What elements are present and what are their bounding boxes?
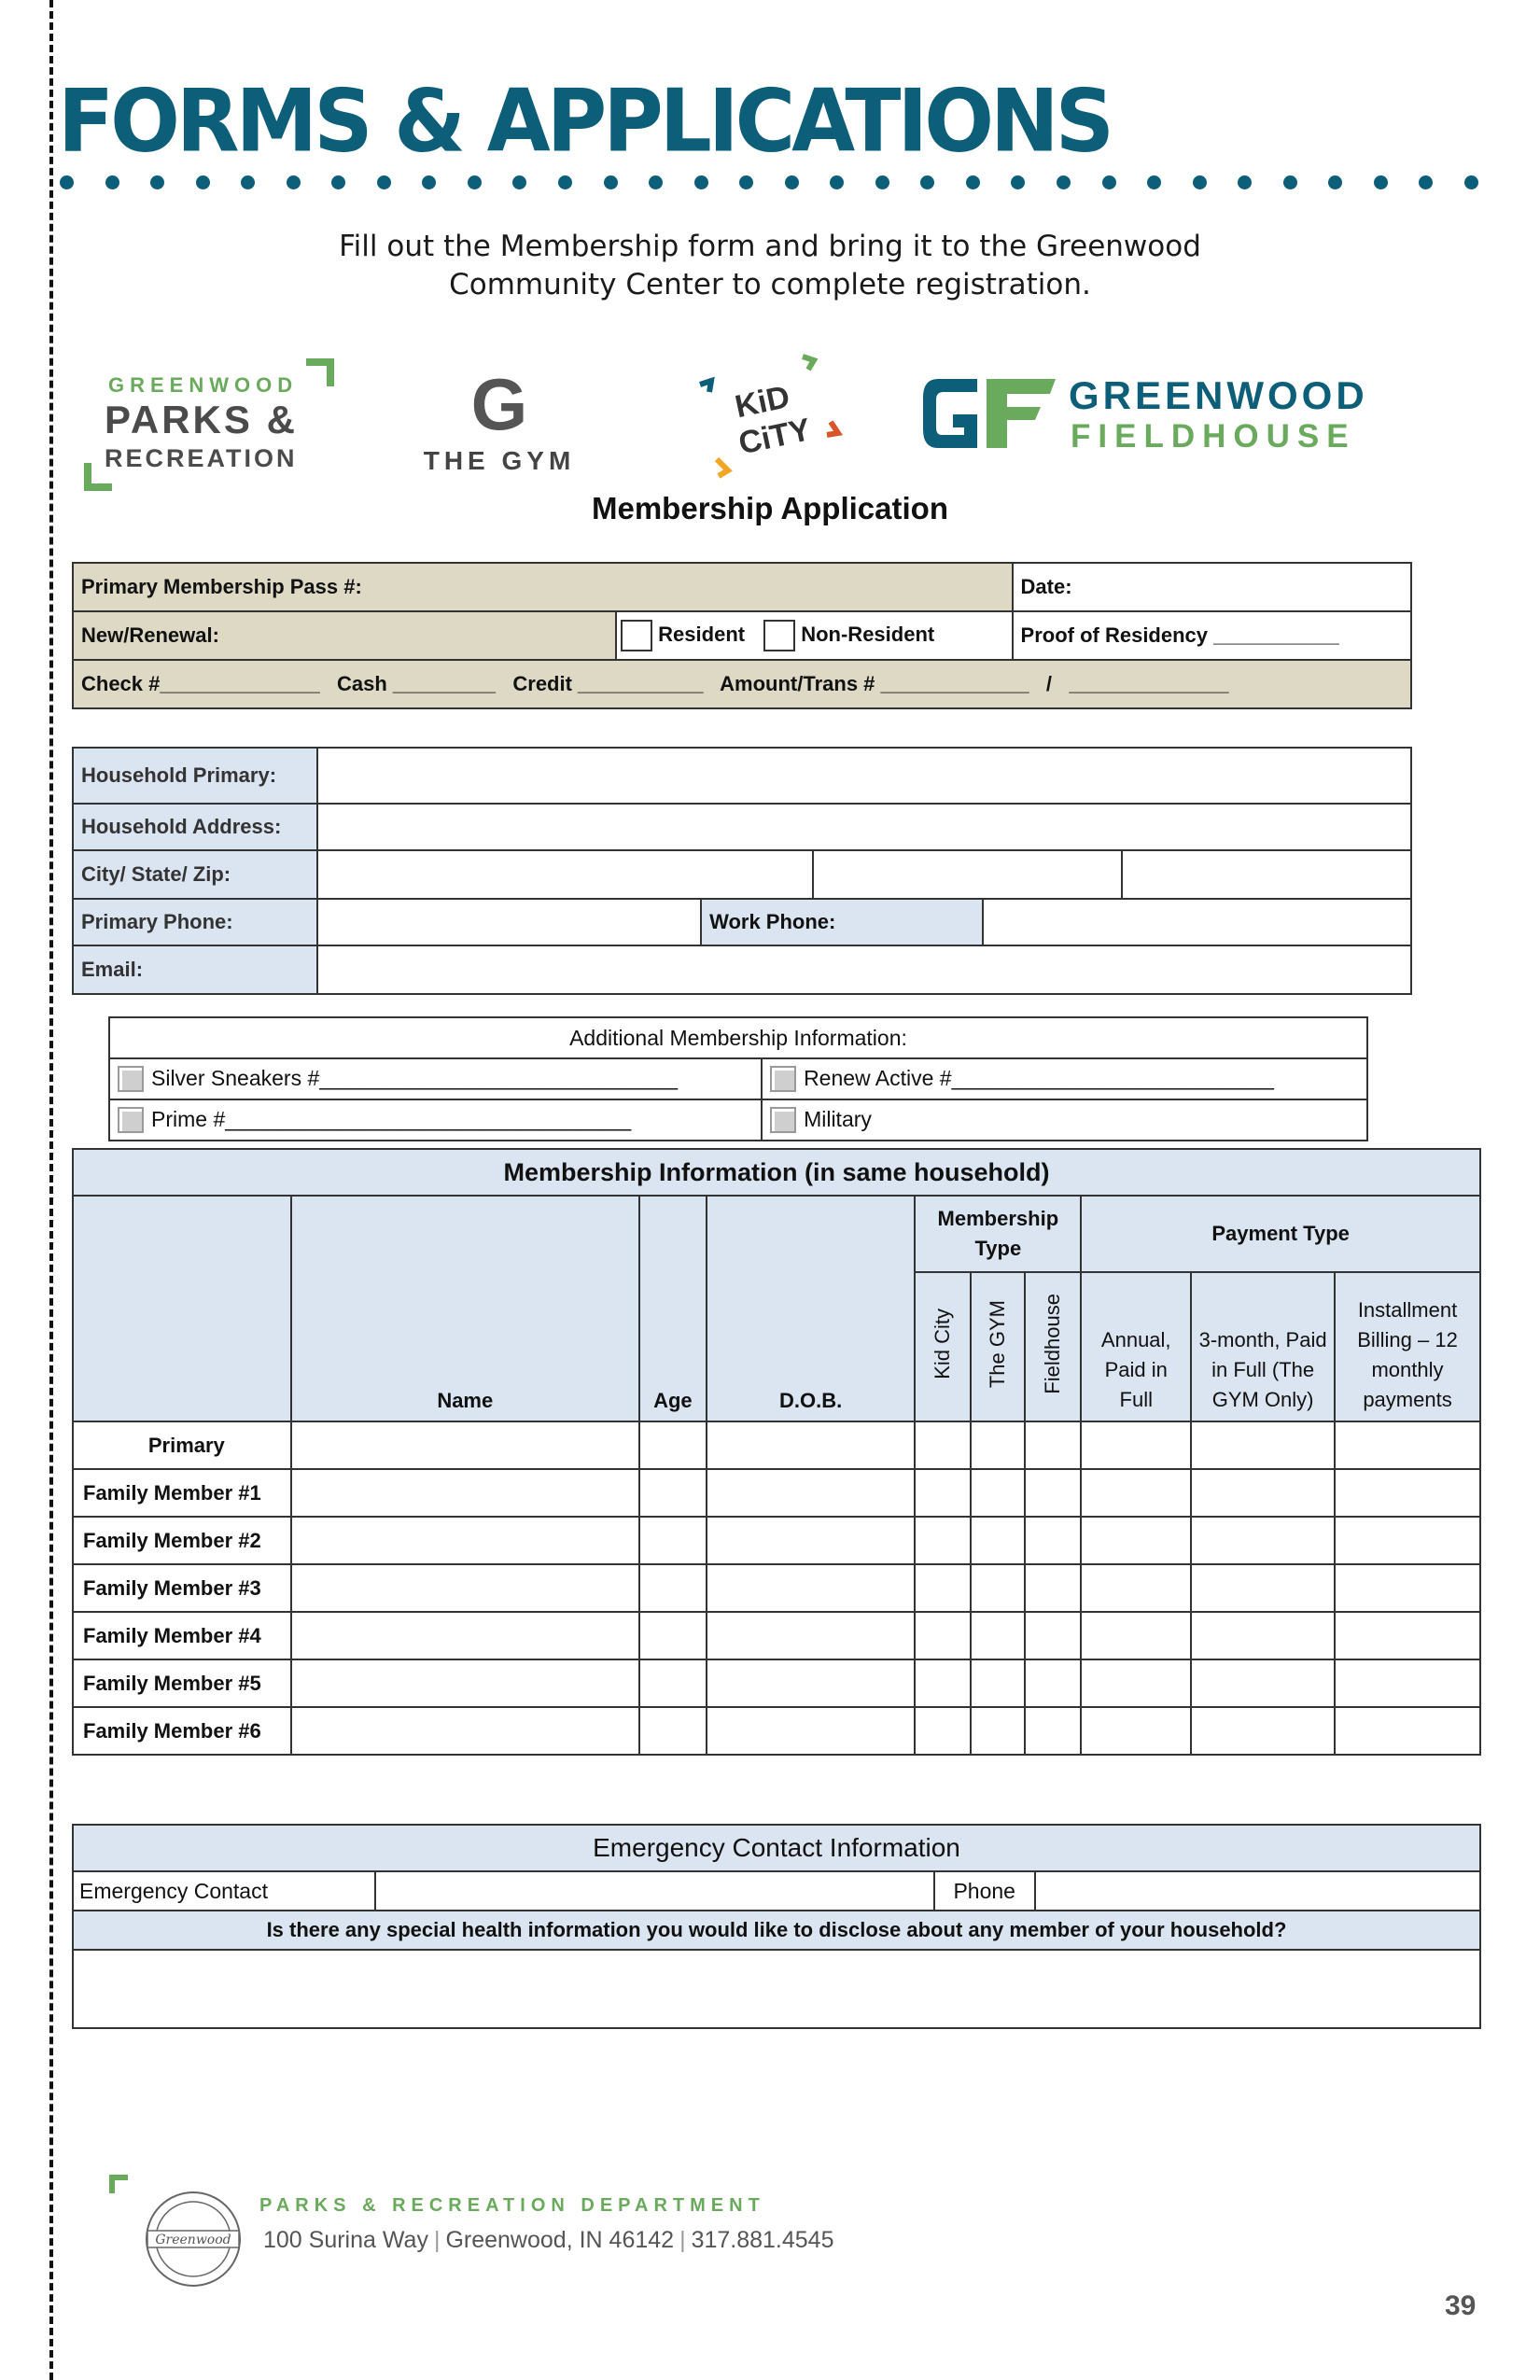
pass-section: Primary Membership Pass #: Date: New/Renewal: Resident Non-Resident Proof of Residency ___________ Check #______________ Cash _________ Credit ___________ Amount/Trans # _____________ / ______________ <box>72 562 1412 709</box>
renew-active-checkbox[interactable] <box>770 1066 796 1092</box>
table-row <box>73 1659 1480 1707</box>
table-row <box>73 1612 1480 1659</box>
table-cell-input[interactable] <box>291 1564 639 1612</box>
table-cell-input[interactable] <box>707 1517 916 1564</box>
date-field[interactable]: Date: <box>1013 563 1411 611</box>
col-payment-type: Payment Type <box>1081 1196 1480 1272</box>
table-cell-input[interactable] <box>291 1469 639 1517</box>
table-cell-input[interactable] <box>291 1612 639 1659</box>
household-address-input[interactable] <box>317 804 1411 850</box>
health-info-input[interactable] <box>73 1950 1480 2028</box>
prime-checkbox[interactable] <box>118 1107 144 1133</box>
table-cell-input[interactable] <box>1191 1707 1335 1755</box>
kid-city-logo <box>691 347 849 487</box>
emergency-title: Emergency Contact Information <box>73 1825 1480 1871</box>
row-label: Family Member #2 <box>73 1517 291 1564</box>
additional-info-section: Additional Membership Information: Silver Sneakers #______________________________ Renew Active #___________________________ Prime #__________________________________ Military <box>108 1016 1368 1141</box>
table-cell-input[interactable] <box>1081 1421 1191 1469</box>
table-cell-input[interactable] <box>1025 1659 1081 1707</box>
table-cell-input[interactable] <box>971 1421 1025 1469</box>
svg-text:Greenwood: Greenwood <box>155 2233 231 2247</box>
col-name: Name <box>291 1196 639 1421</box>
table-cell-input[interactable] <box>915 1564 971 1612</box>
col-membership-type: Membership Type <box>915 1196 1081 1272</box>
table-cell-input[interactable] <box>1025 1421 1081 1469</box>
table-row <box>73 1517 1480 1564</box>
row-label: Family Member #1 <box>73 1469 291 1517</box>
table-cell-input[interactable] <box>1191 1612 1335 1659</box>
table-cell-input[interactable] <box>291 1707 639 1755</box>
parks-recreation-logo: GREENWOOD PARKS & RECREATION <box>82 355 334 495</box>
table-cell-input[interactable] <box>915 1707 971 1755</box>
kid-text: KiD <box>732 378 793 426</box>
gf-mark-icon <box>919 371 1059 455</box>
dotted-divider <box>60 175 1478 190</box>
table-cell-input[interactable] <box>639 1612 707 1659</box>
table-cell-input[interactable] <box>707 1421 916 1469</box>
row-label: Family Member #4 <box>73 1612 291 1659</box>
table-cell-input[interactable] <box>707 1564 916 1612</box>
greenwood-fieldhouse-logo: GREENWOOD FIELDHOUSE <box>919 371 1386 465</box>
emergency-section: Emergency Contact Information Emergency Contact Phone Is there any special health information you would like to disclose about any member of your household? <box>72 1824 1481 2029</box>
table-cell-input[interactable] <box>639 1707 707 1755</box>
health-question: Is there any special health information you would like to disclose about any member of your household? <box>73 1911 1480 1950</box>
table-cell-input[interactable] <box>1335 1564 1480 1612</box>
table-cell-input[interactable] <box>639 1564 707 1612</box>
table-cell-input[interactable] <box>1081 1564 1191 1612</box>
table-cell-input[interactable] <box>1025 1517 1081 1564</box>
table-cell-input[interactable] <box>1335 1517 1480 1564</box>
work-phone-input[interactable] <box>983 899 1411 945</box>
footer-address: 100 Surina Way | Greenwood, IN 46142 | 317.881.4545 <box>263 2227 834 2253</box>
table-cell-input[interactable] <box>971 1659 1025 1707</box>
household-primary-input[interactable] <box>317 748 1411 804</box>
table-row <box>73 1421 1480 1469</box>
table-cell-input[interactable] <box>707 1469 916 1517</box>
table-cell-input[interactable] <box>915 1612 971 1659</box>
footer-department: PARKS & RECREATION DEPARTMENT <box>259 2195 765 2216</box>
table-cell-input[interactable] <box>1191 1659 1335 1707</box>
table-cell-input[interactable] <box>915 1421 971 1469</box>
additional-info-title: Additional Membership Information: <box>109 1017 1367 1058</box>
table-cell-input[interactable] <box>291 1659 639 1707</box>
table-cell-input[interactable] <box>1335 1469 1480 1517</box>
resident-checkbox[interactable] <box>621 620 652 651</box>
membership-table-title: Membership Information (in same household) <box>73 1149 1480 1196</box>
col-dob: D.O.B. <box>707 1196 916 1421</box>
row-label: Family Member #5 <box>73 1659 291 1707</box>
table-cell-input[interactable] <box>1335 1707 1480 1755</box>
table-cell-input[interactable] <box>1191 1469 1335 1517</box>
table-cell-input[interactable] <box>1081 1469 1191 1517</box>
col-installment: Installment Billing – 12 monthly payments <box>1335 1272 1480 1421</box>
table-cell-input[interactable] <box>1025 1469 1081 1517</box>
table-cell-input[interactable] <box>915 1517 971 1564</box>
table-cell-input[interactable] <box>639 1659 707 1707</box>
zip-input[interactable] <box>1122 850 1411 899</box>
new-renewal-field[interactable]: New/Renewal: <box>73 611 616 660</box>
page-title: FORMS & APPLICATIONS <box>58 70 1112 172</box>
table-cell-input[interactable] <box>707 1612 916 1659</box>
city-seal-icon <box>142 2188 245 2290</box>
table-cell-input[interactable] <box>639 1421 707 1469</box>
military-checkbox[interactable] <box>770 1107 796 1133</box>
table-cell-input[interactable] <box>1335 1421 1480 1469</box>
row-label: Family Member #6 <box>73 1707 291 1755</box>
table-cell-input[interactable] <box>1191 1564 1335 1612</box>
state-input[interactable] <box>813 850 1123 899</box>
page-number: 39 <box>1445 2290 1477 2321</box>
table-cell-input[interactable] <box>1081 1707 1191 1755</box>
table-cell-input[interactable] <box>971 1707 1025 1755</box>
table-cell-input[interactable] <box>291 1517 639 1564</box>
table-cell-input[interactable] <box>1191 1421 1335 1469</box>
silver-sneakers-checkbox[interactable] <box>118 1066 144 1092</box>
proof-residency-field[interactable]: Proof of Residency ___________ <box>1013 611 1411 660</box>
emergency-contact-input[interactable] <box>375 1871 934 1911</box>
col-fieldhouse: Fieldhouse <box>1041 1294 1065 1394</box>
row-label: Primary <box>73 1421 291 1469</box>
table-cell-input[interactable] <box>291 1421 639 1469</box>
primary-phone-input[interactable] <box>317 899 701 945</box>
col-kid-city: Kid City <box>931 1309 955 1379</box>
table-cell-input[interactable] <box>1081 1612 1191 1659</box>
membership-table <box>72 1148 1481 1756</box>
table-row <box>73 1707 1480 1755</box>
city-input[interactable] <box>317 850 813 899</box>
table-row <box>73 1469 1480 1517</box>
table-cell-input[interactable] <box>971 1612 1025 1659</box>
left-dashed-border <box>49 0 53 2380</box>
table-cell-input[interactable] <box>639 1517 707 1564</box>
col-annual: Annual, Paid in Full <box>1081 1272 1191 1421</box>
intro-text: Fill out the Membership form and bring it to the Greenwood Community Center to complete registration. <box>339 230 1201 301</box>
table-cell-input[interactable] <box>1081 1659 1191 1707</box>
pass-number-field[interactable]: Primary Membership Pass #: <box>73 563 1013 611</box>
table-cell-input[interactable] <box>1335 1659 1480 1707</box>
table-cell-input[interactable] <box>707 1659 916 1707</box>
gym-g-icon: G <box>470 363 528 445</box>
corner-mark-icon <box>306 358 334 386</box>
city-text: CiTY <box>735 412 814 462</box>
nonresident-checkbox[interactable] <box>763 620 795 651</box>
table-cell-input[interactable] <box>1191 1517 1335 1564</box>
corner-mark-icon <box>84 463 112 491</box>
form-title: Membership Application <box>592 491 948 525</box>
table-row <box>73 1564 1480 1612</box>
table-cell-input[interactable] <box>1025 1612 1081 1659</box>
corner-mark-icon <box>109 2175 128 2193</box>
table-cell-input[interactable] <box>1081 1517 1191 1564</box>
table-cell-input[interactable] <box>971 1469 1025 1517</box>
row-label: Family Member #3 <box>73 1564 291 1612</box>
payment-line[interactable]: Check #______________ Cash _________ Credit ___________ Amount/Trans # _____________ / ______________ <box>73 660 1411 708</box>
col-age: Age <box>639 1196 707 1421</box>
col-3month: 3-month, Paid in Full (The GYM Only) <box>1191 1272 1335 1421</box>
col-the-gym: The GYM <box>986 1299 1010 1389</box>
table-cell-input[interactable] <box>707 1707 916 1755</box>
email-input[interactable] <box>317 945 1411 994</box>
table-cell-input[interactable] <box>971 1564 1025 1612</box>
table-cell-input[interactable] <box>915 1659 971 1707</box>
table-cell-input[interactable] <box>971 1517 1025 1564</box>
table-cell-input[interactable] <box>915 1469 971 1517</box>
table-cell-input[interactable] <box>1025 1564 1081 1612</box>
emergency-phone-input[interactable] <box>1035 1871 1480 1911</box>
table-cell-input[interactable] <box>1335 1612 1480 1659</box>
household-section: Household Primary: Household Address: City/ State/ Zip: Primary Phone: Work Phone: Email: <box>72 747 1412 995</box>
the-gym-logo: G THE GYM <box>411 362 588 483</box>
table-cell-input[interactable] <box>639 1469 707 1517</box>
table-cell-input[interactable] <box>1025 1707 1081 1755</box>
